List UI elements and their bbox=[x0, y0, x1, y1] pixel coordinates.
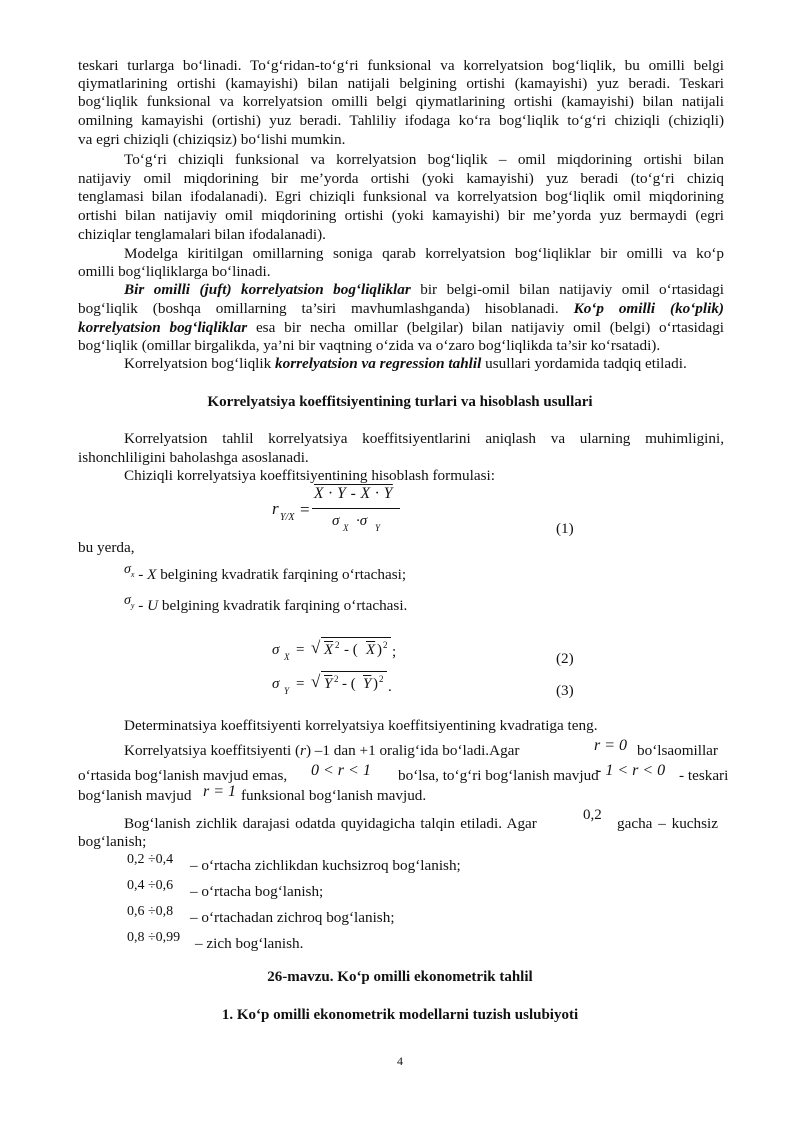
text: Bog‘lanish zichlik darajasi odatda quyidagicha talqin etiladi. Agar bbox=[124, 815, 537, 832]
formula-var: Y bbox=[324, 676, 333, 692]
formula-r: r bbox=[272, 499, 279, 518]
formula-equals: = bbox=[296, 676, 305, 692]
formula-var2: $\overline{Y}$ bbox=[363, 676, 372, 692]
formula-sigma: σ bbox=[272, 676, 280, 692]
paragraph-line: qiymatlarining ortishi (kamayishi) bilan natijali belgining ortishi (kamayishi) yuz beradi. Teskari bbox=[78, 75, 724, 92]
term-bold: Bir omilli (juft) korrelyatsion bog‘liqliklar bbox=[124, 281, 411, 298]
formula-var2: $\overline{X}$ bbox=[366, 642, 376, 658]
text: belgining kvadratik farqining o‘rtachasi; bbox=[156, 566, 407, 583]
math-inline: 0 < r < 1 bbox=[311, 762, 371, 779]
equation-number: (3) bbox=[556, 682, 574, 699]
range-value: 0,8 ÷0,99 bbox=[127, 930, 181, 945]
formula-equals: = bbox=[300, 500, 310, 519]
sqrt-bar bbox=[321, 637, 391, 638]
variable: U bbox=[147, 597, 159, 614]
paragraph-line: Korrelyatsion tahlil korrelyatsiya koeffitsiyentlarini aniqlash va ularning muhimligini, bbox=[124, 430, 724, 447]
formula-minus: - ( bbox=[344, 642, 358, 658]
range-value: 0,6 ÷0,8 bbox=[127, 904, 174, 919]
formula-square: 2 bbox=[335, 640, 340, 650]
text: bo‘lsa, to‘g‘ri bog‘lanish mavjud bbox=[398, 767, 599, 784]
formula-paren: ) bbox=[373, 676, 378, 692]
sigma-subscript: y bbox=[130, 601, 135, 610]
paragraph-line: natijaviy omil miqdorining bir me’yorda ortishi (yoki kamayishi) yuz beradi (to‘g‘ri chiziq bbox=[78, 170, 724, 187]
formula-den-sub-x: X bbox=[343, 523, 349, 533]
sigma-y-definition bbox=[124, 593, 408, 617]
formula-tail: . bbox=[388, 679, 392, 695]
sqrt-bar bbox=[321, 671, 387, 672]
sigma-symbol: σ bbox=[124, 593, 131, 608]
formula-den-sub-y: Y bbox=[375, 523, 381, 533]
topic-heading: 26-mavzu. Ko‘p omilli ekonometrik tahlil bbox=[267, 969, 533, 985]
paragraph-line: teskari turlarga bo‘linadi. To‘g‘ridan-to‘g‘ri funksional va korrelyatsion bog‘liqlik, bu omilli belgi bbox=[78, 57, 724, 74]
sqrt-icon: √ bbox=[311, 672, 321, 691]
term-bold: Ko‘p omilli (ko‘plik) bbox=[573, 300, 724, 317]
sqrt-icon: √ bbox=[311, 638, 321, 657]
formula-r-subscript: Y/X bbox=[280, 512, 295, 523]
text: Korrelyatsiya koeffitsiyenti ( bbox=[124, 742, 301, 759]
sigma-subscript: x bbox=[130, 570, 135, 579]
range-description: – o‘rtachadan zichroq bog‘lanish; bbox=[190, 909, 395, 926]
paragraph-line: bog‘liqlik (omillar birgalikda, ya’ni bir vaqtning o‘zida va o‘zaro bog‘liqlikda ta’sir ko‘rsatadi). bbox=[78, 337, 661, 354]
paragraph-line bbox=[124, 281, 724, 299]
formula-square2: 2 bbox=[383, 640, 388, 650]
math-inline: 0,2 bbox=[583, 807, 602, 823]
paragraph-line: omilning kamayishi (ortishi) yuz beradi. Tahliliy ifodaga ko‘ra bog‘liqlik to‘g‘ri chiziqli (chiziqli) bbox=[78, 112, 724, 129]
fraction-line bbox=[312, 508, 400, 509]
math-inline: r = 1 bbox=[203, 783, 237, 800]
formula-den-sigma: σ bbox=[332, 513, 340, 529]
page-number: 4 bbox=[397, 1054, 403, 1068]
term-bold: korrelyatsion bog‘liqliklar bbox=[78, 319, 248, 336]
paragraph-line bbox=[78, 300, 724, 318]
text: bog‘liqlik (boshqa omillarning ta’siri mavhumlashganda) hisoblanadi. bbox=[78, 300, 559, 317]
range-value: 0,4 ÷0,6 bbox=[127, 878, 174, 893]
term-bold: korrelyatsion va regression tahlil bbox=[275, 355, 482, 372]
text: ) –1 dan +1 oralig‘ida bo‘ladi.Agar bbox=[305, 742, 520, 759]
formula-subscript: Y bbox=[284, 686, 290, 696]
section-heading: Korrelyatsiya koeffitsiyentining turlari va hisoblash usullari bbox=[207, 394, 593, 410]
paragraph-line bbox=[78, 319, 724, 337]
text: gacha – kuchsiz bbox=[617, 815, 718, 832]
text: - teskari bbox=[679, 767, 729, 784]
paragraph-line: Determinatsiya koeffitsiyenti korrelyatsiya koeffitsiyentining kvadratiga teng. bbox=[124, 717, 598, 734]
equation-number: (1) bbox=[556, 520, 574, 537]
math-inline: - 1 < r < 0 bbox=[596, 762, 666, 779]
range-description: – o‘rtacha zichlikdan kuchsizroq bog‘lanish; bbox=[190, 857, 461, 874]
paragraph-line: omilli bog‘liqliklarga bo‘linadi. bbox=[78, 263, 271, 280]
paragraph-line: bu yerda, bbox=[78, 539, 135, 556]
paragraph-line: bog‘liqlik funksional va korrelyatsion omilli belgi qiymatlarining ortishi (kamayishi) bilan natijali bbox=[78, 93, 724, 110]
text: bo‘lsaomillar bbox=[637, 742, 718, 759]
range-description: – o‘rtacha bog‘lanish; bbox=[190, 883, 324, 900]
formula-den-sigma2: ·σ bbox=[356, 513, 368, 529]
formula-square: 2 bbox=[334, 674, 339, 684]
paragraph-line: Chiziqli korrelyatsiya koeffitsiyentining hisoblash formulasi: bbox=[124, 467, 495, 484]
text: usullari yordamida tadqiq etiladi. bbox=[481, 355, 687, 372]
paragraph-line: ishonchliligini baholashga asoslanadi. bbox=[78, 449, 309, 466]
paragraph-line: tenglamasi bilan ifodalanadi). Egri chiziqli funksional va korrelyatsion bog‘liqlik omil miqdorining bbox=[78, 188, 724, 205]
text: funksional bog‘lanish mavjud. bbox=[241, 787, 427, 804]
variable: r bbox=[300, 742, 306, 759]
formula-paren: ) bbox=[377, 642, 382, 658]
equation-number: (2) bbox=[556, 650, 574, 667]
paragraph-line: va egri chiziqli (chiziqsiz) bo‘lishi mumkin. bbox=[78, 131, 346, 148]
paragraph-line bbox=[124, 355, 724, 373]
formula-equals: = bbox=[296, 642, 305, 658]
text: esa bir necha omillar (belgilar) bilan natijaviy omil (belgi) o‘rtasidagi bbox=[247, 319, 725, 336]
paragraph-line bbox=[124, 742, 519, 760]
subtopic-heading: 1. Ko‘p omilli ekonometrik modellarni tuzish uslubiyoti bbox=[221, 1007, 579, 1023]
formula-tail: ; bbox=[392, 644, 397, 660]
math-inline: r = 0 bbox=[594, 737, 628, 754]
variable: X bbox=[147, 566, 157, 583]
formula-square2: 2 bbox=[379, 674, 384, 684]
formula-numerator: X · Y - X · Y bbox=[314, 485, 393, 502]
text: Korrelyatsion bog‘liqlik bbox=[124, 355, 276, 372]
text: - bbox=[134, 597, 148, 614]
paragraph-line: Modelga kiritilgan omillarning soniga qarab korrelyatsion bog‘liqliklar bir omilli va ko‘p bbox=[124, 245, 724, 262]
sigma-symbol: σ bbox=[124, 562, 131, 577]
range-value: 0,2 ÷0,4 bbox=[127, 852, 174, 867]
formula-minus: - ( bbox=[342, 676, 356, 692]
text: o‘rtasida bog‘lanish mavjud emas, bbox=[78, 767, 288, 784]
formula-var: X bbox=[324, 642, 334, 658]
text: bir belgi-omil bilan natijaviy omil o‘rtasidagi bbox=[410, 281, 724, 298]
formula-sigma: σ bbox=[272, 642, 280, 658]
paragraph-line: ortishi bilan natijaviy omil miqdorining ortishi (yoki kamayishi) bir me’yorda yuz bermaydi (egri bbox=[78, 207, 724, 224]
range-description: – zich bog‘lanish. bbox=[195, 935, 304, 952]
paragraph-line: chiziqlar tenglamalari bilan ifodalanadi). bbox=[78, 226, 326, 243]
text: - bbox=[134, 566, 148, 583]
formula-subscript: X bbox=[284, 652, 290, 662]
sigma-x-definition bbox=[124, 562, 407, 586]
paragraph-line: To‘g‘ri chiziqli funksional va korrelyatsion bog‘liqlik – omil miqdorining ortishi bilan bbox=[124, 151, 724, 168]
text: bog‘lanish mavjud bbox=[78, 787, 192, 804]
paragraph-line: bog‘lanish; bbox=[78, 833, 147, 850]
text: belgining kvadratik farqining o‘rtachasi. bbox=[158, 597, 408, 614]
